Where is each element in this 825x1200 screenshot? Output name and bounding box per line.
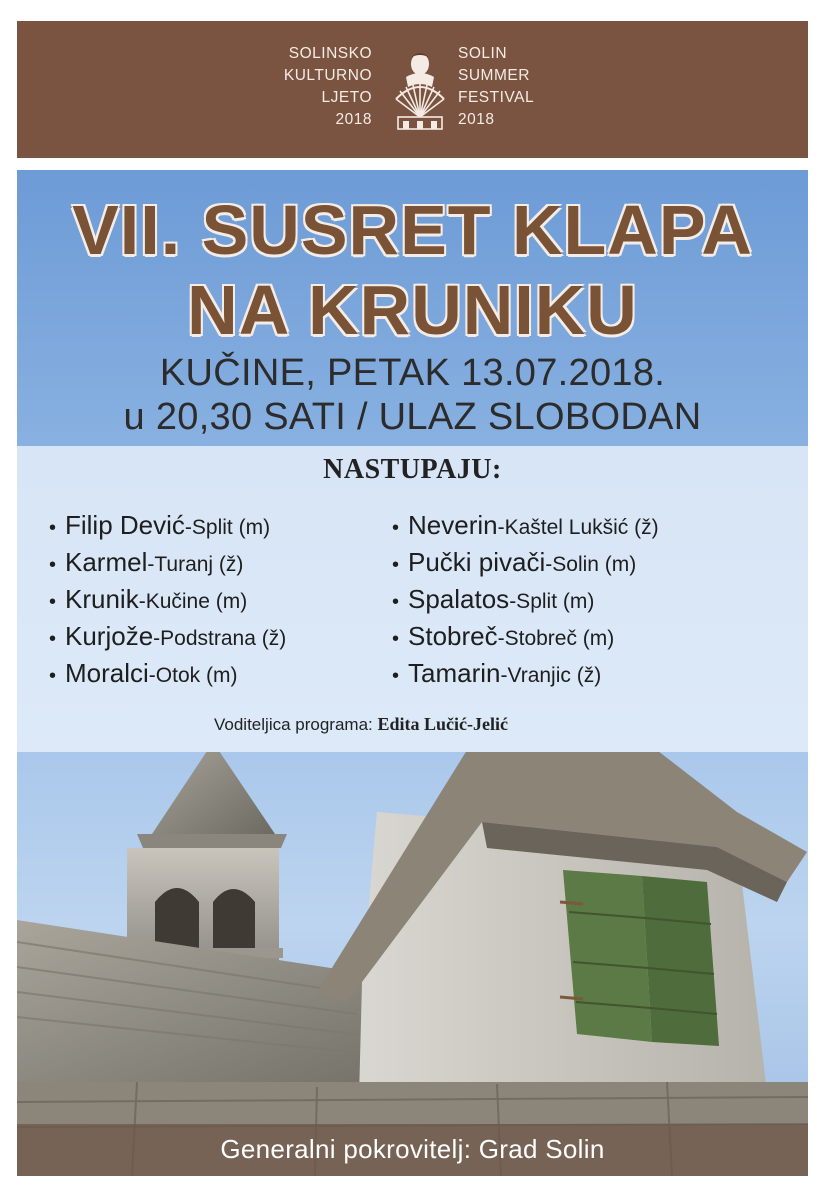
general-sponsor: Generalni pokrovitelj: Grad Solin — [220, 1134, 605, 1164]
performer-item — [392, 584, 659, 621]
bullet-icon: • — [49, 665, 57, 687]
footer-banner — [17, 1124, 808, 1176]
header-right-line: SUMMER — [458, 67, 530, 84]
bullet-icon: • — [49, 554, 57, 576]
performer-name: Karmel — [65, 547, 148, 577]
lineup-column-left — [49, 510, 286, 695]
bullet-icon: • — [392, 554, 400, 576]
performer-place: -Otok (m) — [148, 664, 238, 687]
performer-item — [392, 621, 659, 658]
event-time-entry: u 20,30 SATI / ULAZ SLOBODAN — [123, 396, 702, 438]
header-left-line: KULTURNO — [283, 67, 372, 84]
performer-place: -Split (m) — [509, 590, 595, 613]
performer-item — [49, 658, 286, 695]
performer-name: Spalatos — [408, 584, 510, 614]
performer-item — [392, 510, 659, 547]
performer-place: -Turanj (ž) — [147, 553, 244, 576]
host-label: Voditeljica programa: — [214, 715, 373, 734]
header-left-line: 2018 — [335, 111, 372, 128]
event-date: KUČINE, PETAK 13.07.2018. — [159, 352, 666, 394]
bullet-icon: • — [392, 591, 400, 613]
performer-item — [49, 510, 286, 547]
performer-name: Kurjože — [65, 621, 154, 651]
performer-name: Stobreč — [408, 621, 498, 651]
header-left-line: SOLINSKO — [288, 45, 372, 62]
header-right-text — [458, 43, 534, 131]
performer-item — [392, 547, 659, 584]
performer-name: Filip Dević — [65, 510, 185, 540]
header-right-line: 2018 — [458, 111, 495, 128]
performer-place: -Solin (m) — [545, 553, 637, 576]
header-left-text — [284, 43, 372, 131]
performer-place: -Kaštel Lukšić (ž) — [497, 516, 659, 539]
performer-name: Moralci — [65, 658, 149, 688]
bullet-icon: • — [49, 517, 57, 539]
event-title-line-2: NA KRUNIKU — [187, 271, 638, 349]
performer-place: -Kučine (m) — [138, 590, 248, 613]
performer-name: Krunik — [65, 584, 139, 614]
performer-place: -Split (m) — [184, 516, 271, 539]
header-right-line: FESTIVAL — [458, 89, 535, 106]
poster-body — [17, 170, 808, 1176]
performer-item — [49, 621, 286, 658]
bell-tower — [123, 752, 287, 970]
lineup-panel — [17, 446, 808, 752]
festival-logo-icon — [392, 47, 448, 133]
bullet-icon: • — [49, 591, 57, 613]
bullet-icon: • — [392, 665, 400, 687]
church-photo — [17, 752, 808, 1176]
performer-item — [392, 658, 659, 695]
performer-name: Pučki pivači — [408, 547, 546, 577]
performer-place: -Podstrana (ž) — [153, 627, 287, 650]
program-host — [214, 714, 508, 735]
event-title-line-1: VII. SUSRET KLAPA — [72, 191, 753, 269]
header-right-line: SOLIN — [458, 45, 508, 62]
bullet-icon: • — [49, 628, 57, 650]
lineup-column-right — [392, 510, 659, 695]
green-shutters — [560, 870, 719, 1046]
bullet-icon: • — [392, 628, 400, 650]
bullet-icon: • — [392, 517, 400, 539]
performer-name: Neverin — [408, 510, 498, 540]
festival-header — [17, 21, 808, 158]
performer-item — [49, 584, 286, 621]
lineup-heading: NASTUPAJU: — [323, 454, 502, 485]
performer-name: Tamarin — [408, 658, 501, 688]
header-left-line: LJETO — [321, 89, 372, 106]
host-name: Edita Lučić-Jelić — [377, 714, 508, 734]
performer-item — [49, 547, 286, 584]
performer-place: -Stobreč (m) — [497, 627, 615, 650]
performer-place: -Vranjic (ž) — [500, 664, 602, 687]
